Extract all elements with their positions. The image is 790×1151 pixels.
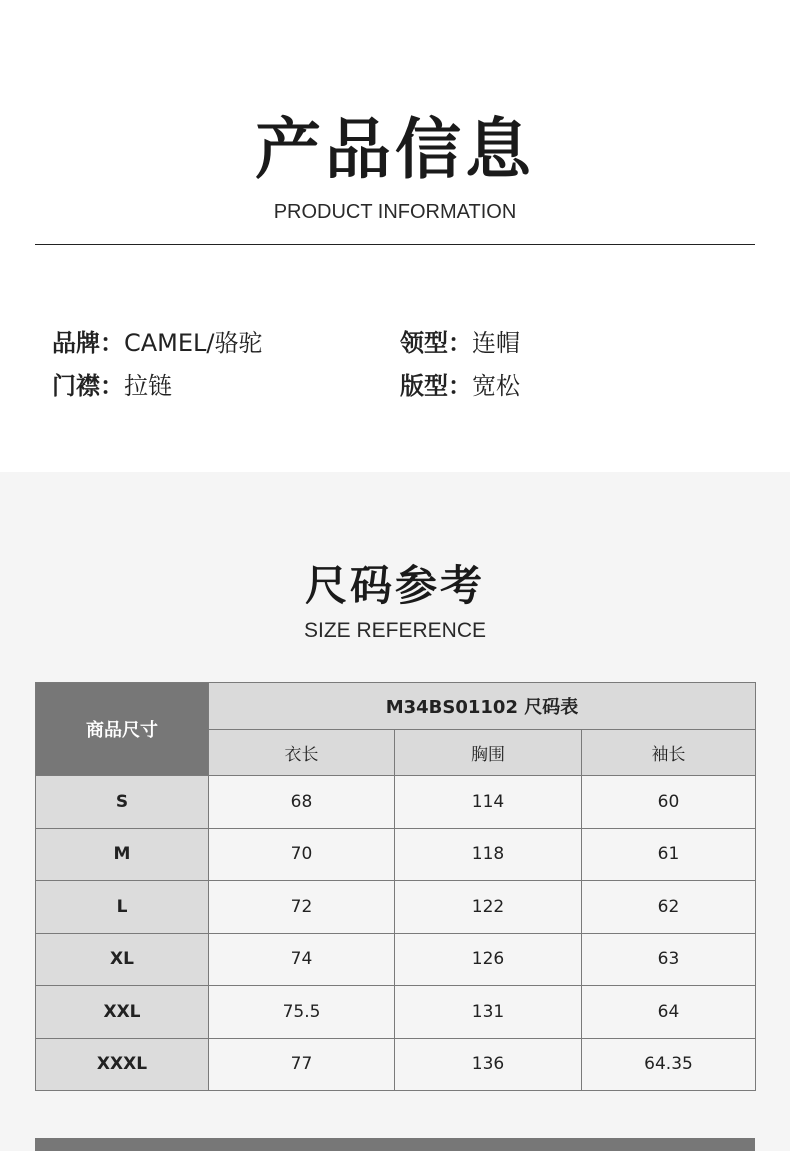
size-corner-header: 商品尺寸 bbox=[36, 683, 209, 776]
footer-bar bbox=[35, 1138, 755, 1151]
attribute-key: 版型： bbox=[400, 372, 472, 400]
attribute-collar bbox=[400, 328, 520, 358]
table-cell: 60 bbox=[582, 776, 756, 829]
table-cell: 118 bbox=[395, 828, 582, 881]
table-cell: 136 bbox=[395, 1038, 582, 1091]
product-info-subtitle: PRODUCT INFORMATION bbox=[273, 201, 517, 223]
attribute-placket bbox=[52, 371, 172, 401]
table-cell: 114 bbox=[395, 776, 582, 829]
attribute-key: 品牌： bbox=[52, 329, 124, 357]
size-label: XXL bbox=[36, 986, 209, 1039]
table-cell: 131 bbox=[395, 986, 582, 1039]
table-cell: 62 bbox=[582, 881, 756, 934]
attribute-key: 领型： bbox=[400, 329, 472, 357]
column-header-length: 衣长 bbox=[209, 730, 395, 776]
table-cell: 63 bbox=[582, 933, 756, 986]
size-reference-title: 尺码参考 bbox=[304, 561, 485, 610]
attribute-value: 宽松 bbox=[472, 372, 520, 400]
size-table bbox=[35, 682, 756, 1091]
table-cell: 74 bbox=[209, 933, 395, 986]
attribute-value: 连帽 bbox=[472, 329, 520, 357]
table-row bbox=[36, 986, 756, 1039]
table-cell: 64.35 bbox=[582, 1038, 756, 1091]
attribute-fit bbox=[400, 371, 520, 401]
size-chart-model-header: M34BS01102 尺码表 bbox=[209, 683, 756, 730]
size-label: XXXL bbox=[36, 1038, 209, 1091]
size-label: XL bbox=[36, 933, 209, 986]
table-row bbox=[36, 933, 756, 986]
size-label: M bbox=[36, 828, 209, 881]
divider bbox=[35, 244, 755, 245]
table-cell: 70 bbox=[209, 828, 395, 881]
table-row bbox=[36, 828, 756, 881]
table-cell: 64 bbox=[582, 986, 756, 1039]
size-label: L bbox=[36, 881, 209, 934]
table-cell: 75.5 bbox=[209, 986, 395, 1039]
table-cell: 77 bbox=[209, 1038, 395, 1091]
product-info-title: 产品信息 bbox=[255, 111, 535, 188]
table-row bbox=[36, 776, 756, 829]
table-cell: 126 bbox=[395, 933, 582, 986]
table-row bbox=[36, 881, 756, 934]
attribute-key: 门襟： bbox=[52, 372, 124, 400]
column-header-chest: 胸围 bbox=[395, 730, 582, 776]
table-cell: 68 bbox=[209, 776, 395, 829]
table-cell: 61 bbox=[582, 828, 756, 881]
table-row bbox=[36, 1038, 756, 1091]
size-reference-subtitle: SIZE REFERENCE bbox=[303, 619, 487, 642]
attribute-value: CAMEL/骆驼 bbox=[124, 329, 263, 357]
table-cell: 122 bbox=[395, 881, 582, 934]
attribute-value: 拉链 bbox=[124, 372, 172, 400]
table-cell: 72 bbox=[209, 881, 395, 934]
product-info-section bbox=[0, 0, 790, 472]
size-label: S bbox=[36, 776, 209, 829]
column-header-sleeve: 袖长 bbox=[582, 730, 756, 776]
attribute-brand bbox=[52, 328, 263, 358]
